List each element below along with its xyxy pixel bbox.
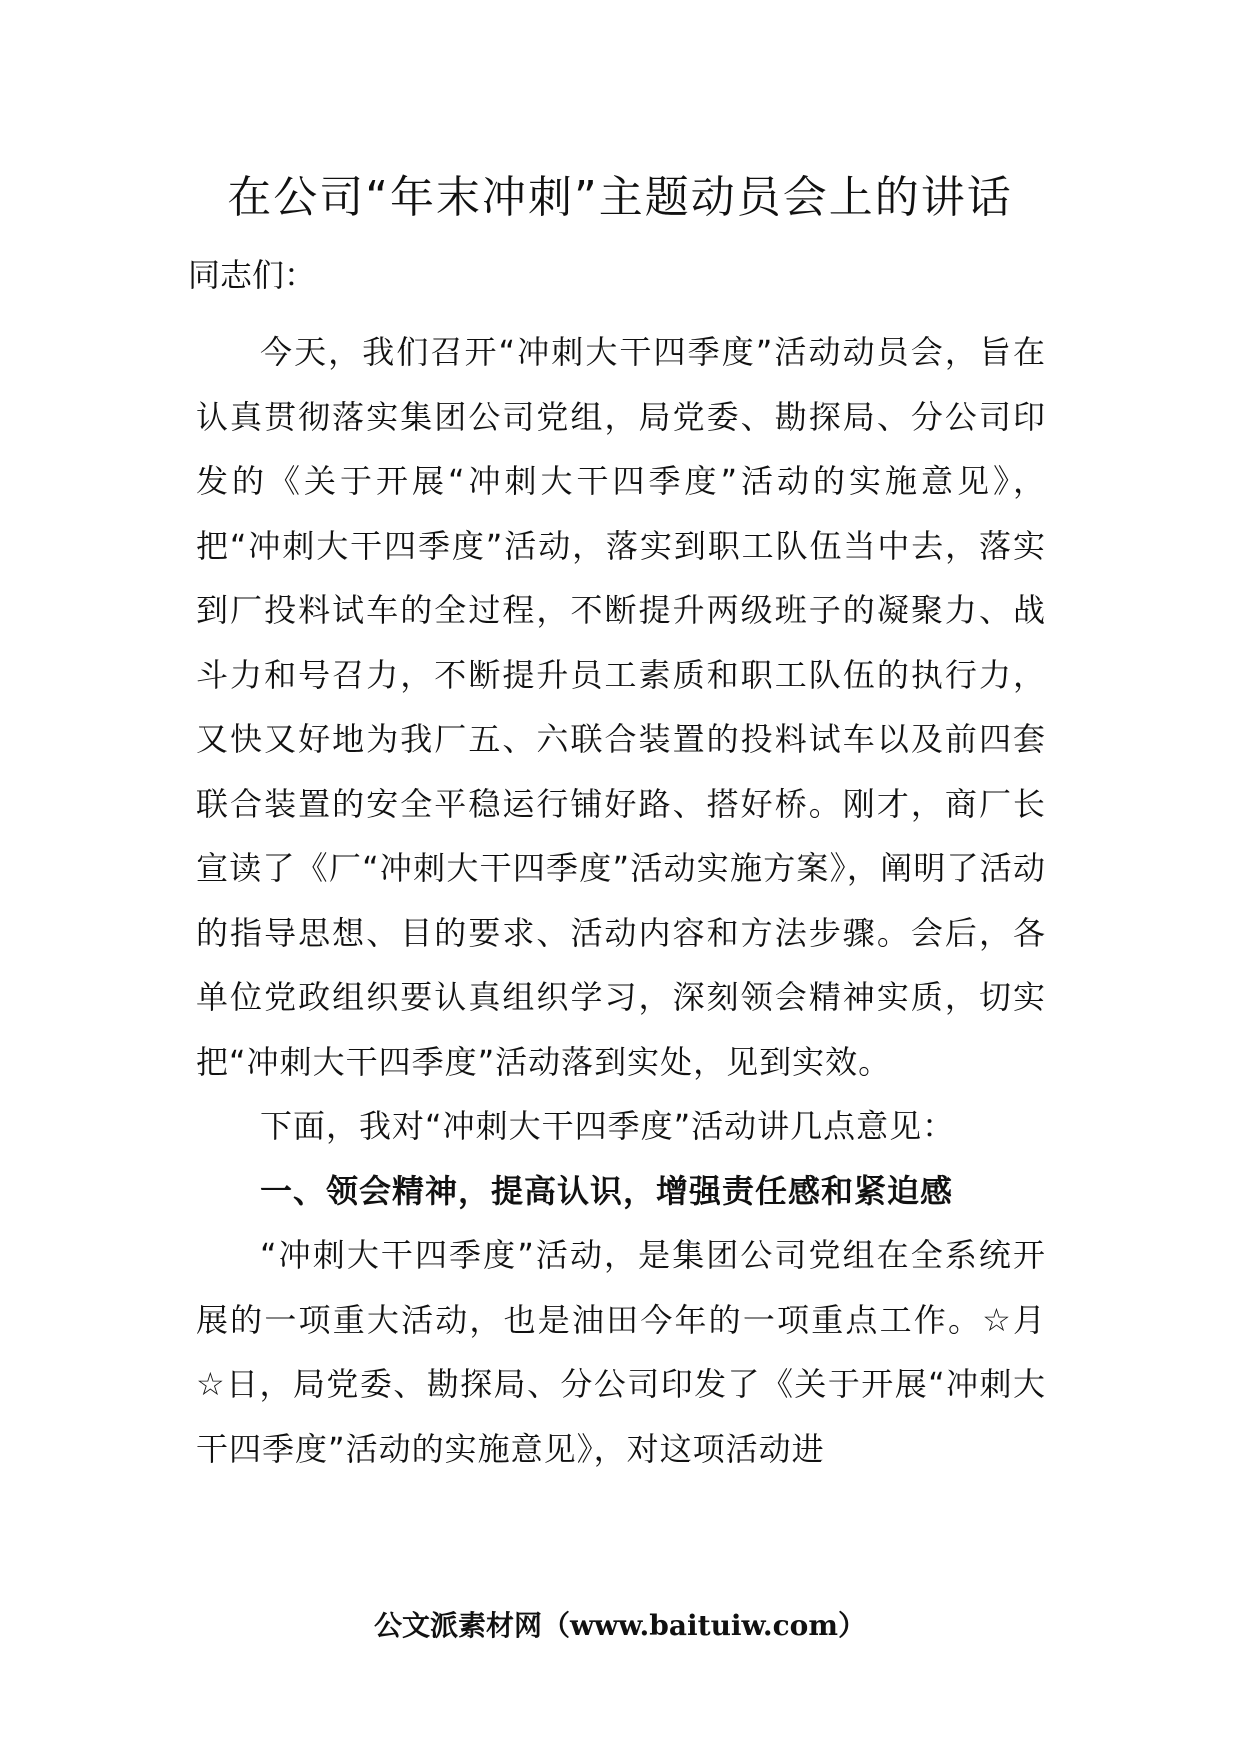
salutation: 同志们： [188,256,317,294]
paragraph-section-1: “冲刺大干四季度”活动，是集团公司党组在全系统开展的一项重大活动，也是油田今年的一项重点工作。☆月☆日，局党委、勘探局、分公司印发了《关于开展“冲刺大干四季度”活动的实施意见》，对这项活动进 [196,1236,1046,1468]
document-title: 在公司“年末冲刺”主题动员会上的讲话 [227,172,1013,223]
paragraph-intro: 今天，我们召开“冲刺大干四季度”活动动员会，旨在认真贯彻落实集团公司党组，局党委、勘探局、分公司印发的《关于开展“冲刺大干四季度”活动的实施意见》，把“冲刺大干四季度”活动，落实到职工队伍当中去，落实到厂投料试车的全过程，不断提升两级班子的凝聚力、战斗力和号召力，不断提升员工素质和职工队伍的执行力，又快又好地为我厂五、六联合装置的投料试车以及前四套联合装置的安全平稳运行铺好路、搭好桥。刚才，商厂长宣读了《厂“冲刺大干四季度”活动实施方案》，阐明了活动的指导思想、目的要求、活动内容和方法步骤。会后，各单位党政组织要认真组织学习，深刻领会精神实质，切实把“冲刺大干四季度”活动落到实处，见到实效。 [196,333,1046,1081]
document-body [196,320,1046,1481]
footer-watermark: 公文派素材网（www.baituiw.com） [374,1609,866,1642]
paragraph-transition: 下面，我对“冲刺大干四季度”活动讲几点意见： [260,1107,956,1145]
section-heading-1: 一、领会精神，提高认识，增强责任感和紧迫感 [260,1171,954,1210]
